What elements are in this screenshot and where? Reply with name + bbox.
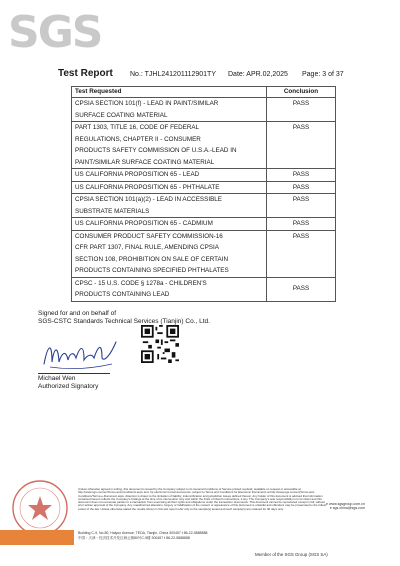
- test-requested-line: CPSIA SECTION 101(f) - LEAD IN PAINT/SIMILAR: [75, 100, 219, 107]
- test-requested-cell: [72, 194, 267, 218]
- report-header: [0, 68, 400, 82]
- test-requested-line: US CALIFORNIA PROPOSITION 65 - CADMIUM: [75, 220, 213, 227]
- signer-name: Michael Wen: [38, 375, 76, 382]
- qr-code: [141, 325, 179, 363]
- test-requested-line: PAINT/SIMILAR SURFACE COATING MATERIAL: [75, 158, 215, 166]
- table-row: [72, 169, 336, 182]
- company-seal-stamp: [10, 478, 70, 538]
- page-indicator: Page: 3 of 37: [302, 71, 344, 78]
- signed-company: SGS-CSTC Standards Technical Services (Tianjin) Co., Ltd.: [38, 318, 210, 325]
- handwritten-signature: [40, 334, 120, 374]
- test-requested-cell: [72, 122, 267, 169]
- conclusion-cell: PASS: [267, 169, 336, 182]
- signed-on-behalf: [38, 310, 210, 326]
- conclusion-cell: PASS: [267, 277, 336, 301]
- results-table: [71, 86, 336, 302]
- test-requested-line: PRODUCTS CONTAINING SPECIFIED PHTHALATES: [75, 267, 229, 274]
- test-requested-line: SECTION 108, PROHIBITION ON SALE OF CERTAIN: [75, 255, 229, 263]
- conclusion-cell: PASS: [267, 230, 336, 277]
- conclusion-cell: PASS: [267, 122, 336, 169]
- results-table-body: [72, 98, 336, 302]
- test-requested-line: PRODUCTS CONTAINING LEAD: [75, 291, 170, 298]
- test-requested-line: PART 1303, TITLE 16, CODE OF FEDERAL: [75, 124, 200, 131]
- signer-block: [38, 375, 98, 391]
- test-requested-line: SURFACE COATING MATERIAL: [75, 111, 168, 119]
- table-row: [72, 181, 336, 194]
- table-row: [72, 122, 336, 169]
- test-requested-line: CPSIA SECTION 101(a)(2) - LEAD IN ACCESSIBLE: [75, 196, 222, 203]
- website: e www.sgsgroup.com.cn: [326, 502, 365, 506]
- table-row: [72, 98, 336, 122]
- conclusion-cell: PASS: [267, 98, 336, 122]
- test-requested-line: CONSUMER PRODUCT SAFETY COMMISSION-16: [75, 232, 223, 240]
- table-row: [72, 194, 336, 218]
- test-requested-cell: [72, 277, 267, 301]
- test-requested-line: US CALIFORNIA PROPOSITION 65 - PHTHALATE: [75, 183, 220, 191]
- table-row: [72, 230, 336, 277]
- column-header-conclusion: Conclusion: [267, 87, 336, 98]
- footer-accent-bar: [0, 530, 74, 545]
- test-requested-cell: [72, 169, 267, 182]
- table-row: [72, 218, 336, 231]
- email: e sgs.china@sgs.com: [329, 506, 365, 511]
- table-header-row: [72, 87, 336, 98]
- test-requested-line: PRODUCTS SAFETY COMMISSION OF U.S.A.-LEAD IN: [75, 147, 237, 154]
- address-chinese: 中国・天津・经济技术开发区海云街80号C-9楼 300457 t 86-22-5888888: [78, 535, 190, 540]
- table-row: [72, 277, 336, 301]
- address-english: Building C-9, No.80, Haiyun Avenue, TEDA, Tianjin, China 300457 t 86-22-5888888: [78, 531, 208, 535]
- report-number: No.: TJHL241201112901TY: [130, 71, 217, 78]
- signed-line-1: Signed for and on behalf of: [38, 310, 117, 317]
- test-requested-cell: [72, 230, 267, 277]
- test-requested-line: US CALIFORNIA PROPOSITION 65 - LEAD: [75, 171, 200, 178]
- conclusion-cell: PASS: [267, 194, 336, 218]
- report-title: Test Report: [58, 68, 113, 79]
- column-header-test: Test Requested: [72, 87, 267, 98]
- contact-block: [326, 502, 365, 511]
- report-date: Date: APR.02,2025: [228, 71, 288, 78]
- test-requested-line: CFR PART 1307, FINAL RULE, AMENDING CPSIA: [75, 244, 219, 251]
- legal-disclaimer: Unless otherwise agreed in writing, this document is issued by the Company subject to its General Conditions of Service printed overleaf, available on request or accessible at http://www.sgs.com/en/Terms-and-Conditions.aspx and, for electronic format documents, subject to Terms and Conditions for Electronic Documents at http://www.sgs.com/en/Terms-and-Conditions/Terms-e-Document.aspx. Attention is drawn to the limitation of liability, indemnification and jurisdiction issues defined therein. Any holder of this document is advised that information contained hereon reflects the Company's findings at the time of its intervention only and within the limits of Client's instructions, if any. The Company's sole responsibility is to its Client and this document does not exonerate parties to a transaction from exercising all their rights and obligations under the transaction documents. This document cannot be reproduced except in full, without prior written approval of the Company. Any unauthorized alteration, forgery or falsification of the content or appearance of this document is unlawful and offenders may be prosecuted to the fullest extent of the law. Unless otherwise stated the results shown in this test report refer only to the sample(s) tested and such sample(s) are retained for 30 days only.: [78, 487, 326, 511]
- conclusion-cell: PASS: [267, 218, 336, 231]
- address-block: [78, 531, 207, 540]
- signature-line: [38, 373, 110, 374]
- sgs-logo: SGS: [8, 7, 102, 58]
- signer-role: Authorized Signatory: [38, 383, 99, 390]
- test-requested-line: SUBSTRATE MATERIALS: [75, 207, 150, 215]
- conclusion-cell: PASS: [267, 181, 336, 194]
- test-requested-line: REGULATIONS, CHAPTER II - CONSUMER: [75, 135, 201, 143]
- test-requested-cell: [72, 218, 267, 231]
- member-of-sgs-group: Member of the SGS Group (SGS SA): [255, 552, 328, 557]
- test-requested-cell: [72, 98, 267, 122]
- test-requested-cell: [72, 181, 267, 194]
- test-requested-line: CPSC - 15 U.S. CODE § 1278a - CHILDREN'S: [75, 279, 207, 287]
